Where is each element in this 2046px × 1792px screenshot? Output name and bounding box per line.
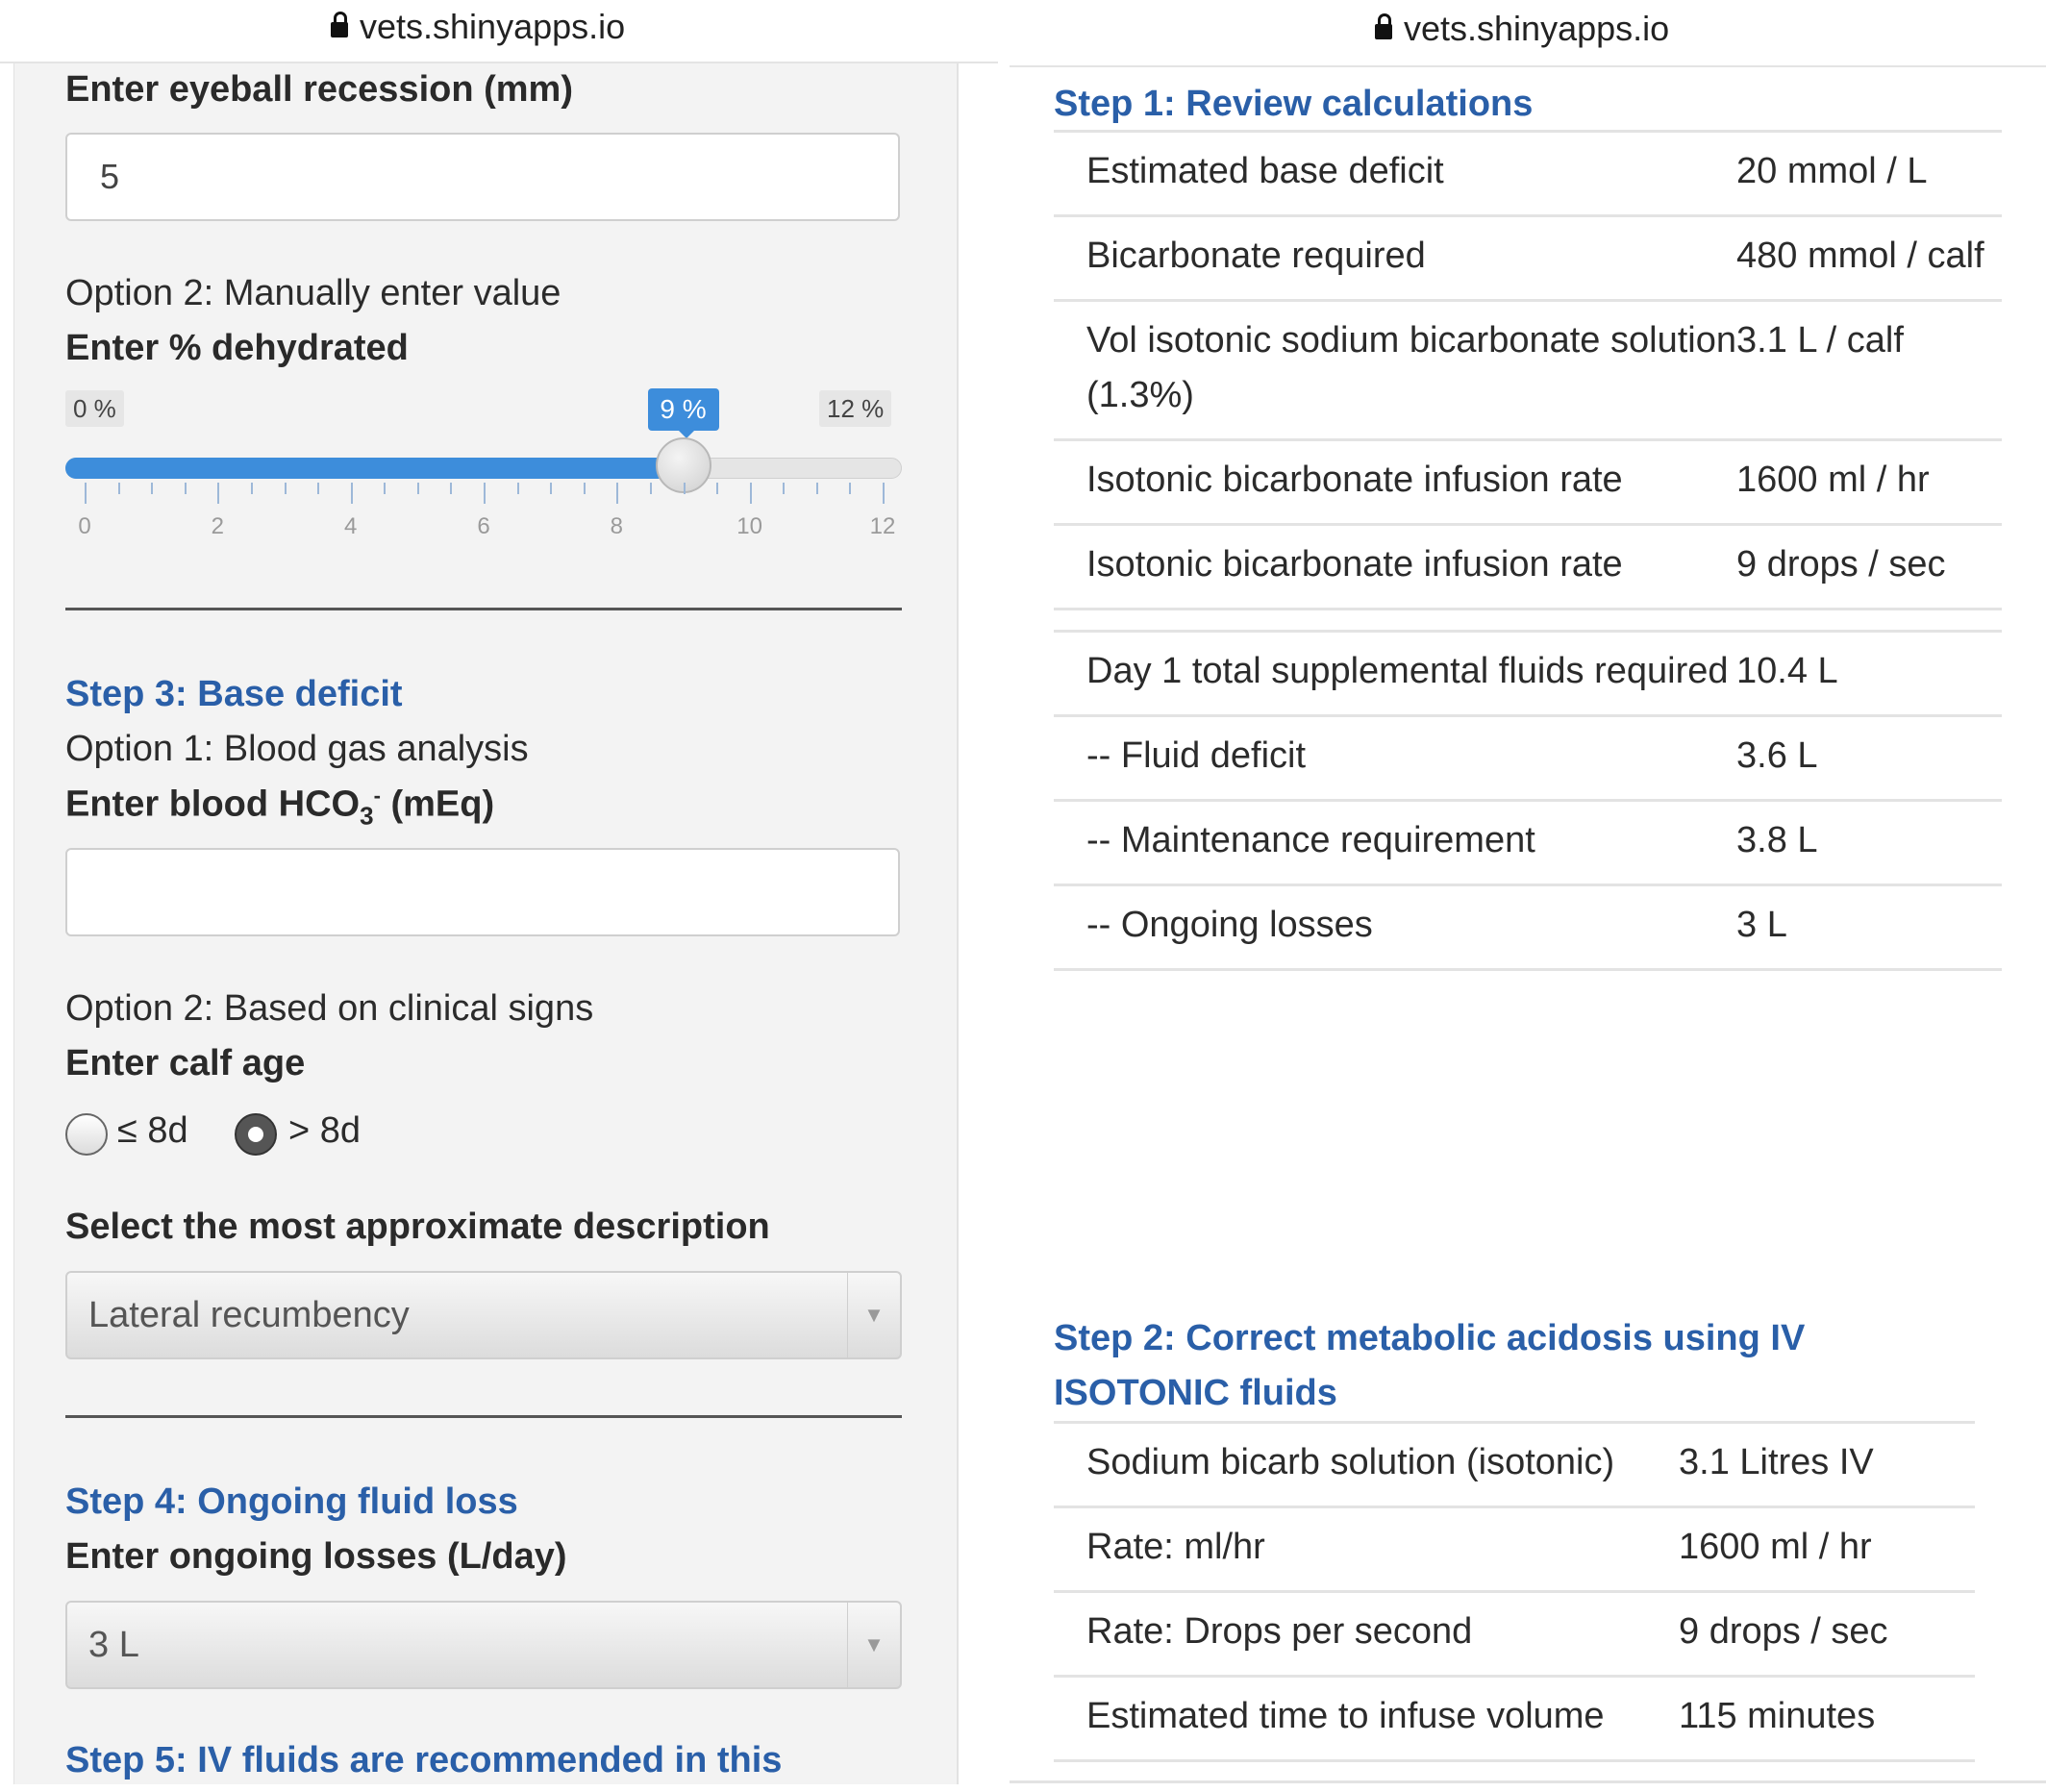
- dehydrated-label: Enter % dehydrated: [65, 328, 409, 368]
- ongoing-losses-select[interactable]: [65, 1601, 902, 1689]
- slider-tick-label: 8: [610, 513, 623, 539]
- row-value: 20 mmol / L: [1736, 132, 2002, 216]
- slider-tick-label: 6: [477, 513, 490, 539]
- radio-le-8d[interactable]: [65, 1113, 108, 1156]
- slider-tick: [484, 483, 486, 504]
- step4-heading: Step 4: Ongoing fluid loss: [65, 1481, 518, 1522]
- slider-tick: [684, 483, 686, 494]
- slider-tick: [317, 483, 319, 494]
- option2-manual-label: Option 2: Manually enter value: [65, 273, 561, 313]
- radio-gt-8d[interactable]: [235, 1113, 277, 1156]
- row-value: 3 L: [1736, 885, 2002, 970]
- acidosis-table-row: [1054, 1592, 1975, 1677]
- review-table-row: [1054, 885, 2002, 970]
- slider-min-label: 0 %: [65, 390, 124, 427]
- review-table-row: [1054, 216, 2002, 301]
- slider-tick: [650, 483, 652, 494]
- acidosis-table-row: [1054, 1507, 1975, 1592]
- step1-heading: Step 1: Review calculations: [1054, 84, 1534, 124]
- slider-tick-label: 10: [736, 513, 762, 539]
- row-label: Day 1 total supplemental fluids required: [1054, 632, 1736, 716]
- hco3-label: [65, 784, 494, 831]
- slider-tick: [118, 483, 120, 494]
- step5-heading: Step 5: IV fluids are recommended in this: [65, 1740, 783, 1780]
- slider-tick: [716, 483, 718, 494]
- row-value: 10.4 L: [1736, 632, 2002, 716]
- slider-tick-label: 0: [78, 513, 91, 539]
- row-value: [1736, 610, 2002, 632]
- description-select-value: Lateral recumbency: [88, 1294, 410, 1335]
- row-label: [1054, 610, 1736, 632]
- ongoing-losses-select-value: 3 L: [88, 1624, 139, 1665]
- acidosis-table-row: [1054, 1423, 1975, 1507]
- slider-tick: [450, 483, 452, 494]
- ongoing-losses-label: Enter ongoing losses (L/day): [65, 1536, 567, 1577]
- review-table-row: [1054, 632, 2002, 716]
- slider-tick: [151, 483, 153, 494]
- hco3-subscript: 3: [360, 801, 374, 831]
- review-table-row: [1054, 525, 2002, 610]
- slider-tick: [185, 483, 187, 494]
- row-value: 3.6 L: [1736, 716, 2002, 801]
- review-table-row: [1054, 440, 2002, 525]
- slider-tick: [251, 483, 253, 494]
- eyeball-recession-input[interactable]: 5: [65, 133, 900, 221]
- eyeball-recession-label: Enter eyeball recession (mm): [65, 69, 573, 110]
- slider-tick: [285, 483, 287, 494]
- review-table-row: [1054, 716, 2002, 801]
- slider-tick: [550, 483, 552, 494]
- address-bar[interactable]: [1010, 0, 2046, 67]
- row-label: Sodium bicarb solution (isotonic): [1054, 1423, 1679, 1507]
- row-label: Isotonic bicarbonate infusion rate: [1054, 440, 1736, 525]
- review-table-row: [1054, 801, 2002, 885]
- description-label: Select the most approximate description: [65, 1207, 770, 1247]
- lock-icon: [1375, 24, 1392, 39]
- review-table-row: [1054, 610, 2002, 632]
- slider-tick: [750, 483, 752, 504]
- section-divider: [65, 1415, 902, 1418]
- row-label: Bicarbonate required: [1054, 216, 1736, 301]
- url-display[interactable]: [331, 4, 625, 50]
- slider-tick-label: 4: [343, 513, 358, 539]
- acidosis-correction-table: [1054, 1421, 1975, 1762]
- row-value: 1600 ml / hr: [1679, 1507, 1975, 1592]
- review-table-row: [1054, 132, 2002, 216]
- row-label: Rate: ml/hr: [1054, 1507, 1679, 1592]
- hco3-superscript: -: [373, 784, 381, 808]
- slider-max-label: 12 %: [819, 390, 891, 427]
- url-text: vets.shinyapps.io: [360, 7, 626, 46]
- row-value: 3.1 L / calf: [1736, 301, 2002, 440]
- slider-tick: [816, 483, 818, 494]
- address-bar[interactable]: [0, 0, 998, 63]
- left-phone-panel: [0, 0, 998, 1792]
- option1-blood-gas-label: Option 1: Blood gas analysis: [65, 729, 529, 769]
- slider-tick: [217, 483, 219, 504]
- hco3-label-suffix: (mEq): [380, 784, 495, 825]
- option2-clinical-label: Option 2: Based on clinical signs: [65, 988, 594, 1029]
- calf-age-label: Enter calf age: [65, 1043, 306, 1083]
- slider-tick-label: 12: [869, 513, 896, 539]
- slider-value-label: 9 %: [648, 388, 719, 431]
- slider-tick-label: 2: [211, 513, 224, 539]
- radio-le-8d-label[interactable]: ≤ 8d: [117, 1110, 188, 1151]
- row-value: 115 minutes: [1679, 1677, 1975, 1761]
- row-label: Estimated time to infuse volume: [1054, 1677, 1679, 1761]
- slider-tick: [351, 483, 353, 504]
- right-phone-panel: [1010, 0, 2046, 1792]
- acidosis-table-row: [1054, 1677, 1975, 1761]
- row-label: Estimated base deficit: [1054, 132, 1736, 216]
- slider-tick: [417, 483, 419, 494]
- dehydration-slider-fill: [65, 458, 684, 479]
- description-select[interactable]: [65, 1271, 902, 1359]
- lock-icon: [331, 22, 348, 37]
- page-bottom-divider: [1010, 1780, 2046, 1783]
- row-value: 9 drops / sec: [1679, 1592, 1975, 1677]
- slider-tick: [783, 483, 785, 494]
- row-value: 3.1 Litres IV: [1679, 1423, 1975, 1507]
- row-label: Rate: Drops per second: [1054, 1592, 1679, 1677]
- slider-tick: [85, 483, 87, 504]
- step3-heading: Step 3: Base deficit: [65, 674, 403, 714]
- row-label: Vol isotonic sodium bicarbonate solution (1.3%): [1054, 301, 1736, 440]
- url-text: vets.shinyapps.io: [1404, 9, 1670, 48]
- url-display[interactable]: [1375, 6, 1669, 52]
- row-label: -- Ongoing losses: [1054, 885, 1736, 970]
- row-label: Isotonic bicarbonate infusion rate: [1054, 525, 1736, 610]
- row-value: 1600 ml / hr: [1736, 440, 2002, 525]
- slider-tick: [384, 483, 386, 494]
- slider-tick: [616, 483, 618, 504]
- slider-tick: [517, 483, 519, 494]
- slider-tick: [849, 483, 851, 494]
- hco3-label-prefix: Enter blood HCO: [65, 784, 361, 825]
- radio-gt-8d-label[interactable]: > 8d: [288, 1110, 362, 1151]
- row-label: -- Maintenance requirement: [1054, 801, 1736, 885]
- row-value: 480 mmol / calf: [1736, 216, 2002, 301]
- row-value: 9 drops / sec: [1736, 525, 2002, 610]
- chevron-down-icon[interactable]: ▼: [847, 1273, 900, 1357]
- slider-tick: [883, 483, 885, 504]
- slider-tick: [584, 483, 586, 494]
- hco3-input[interactable]: [65, 848, 900, 936]
- chevron-down-icon[interactable]: ▼: [847, 1603, 900, 1687]
- section-divider: [65, 608, 902, 610]
- review-calculations-table: [1054, 130, 2002, 971]
- row-label: -- Fluid deficit: [1054, 716, 1736, 801]
- row-value: 3.8 L: [1736, 801, 2002, 885]
- review-table-row: [1054, 301, 2002, 440]
- step2-heading: Step 2: Correct metabolic acidosis using IV ISOTONIC fluids: [1054, 1318, 1806, 1413]
